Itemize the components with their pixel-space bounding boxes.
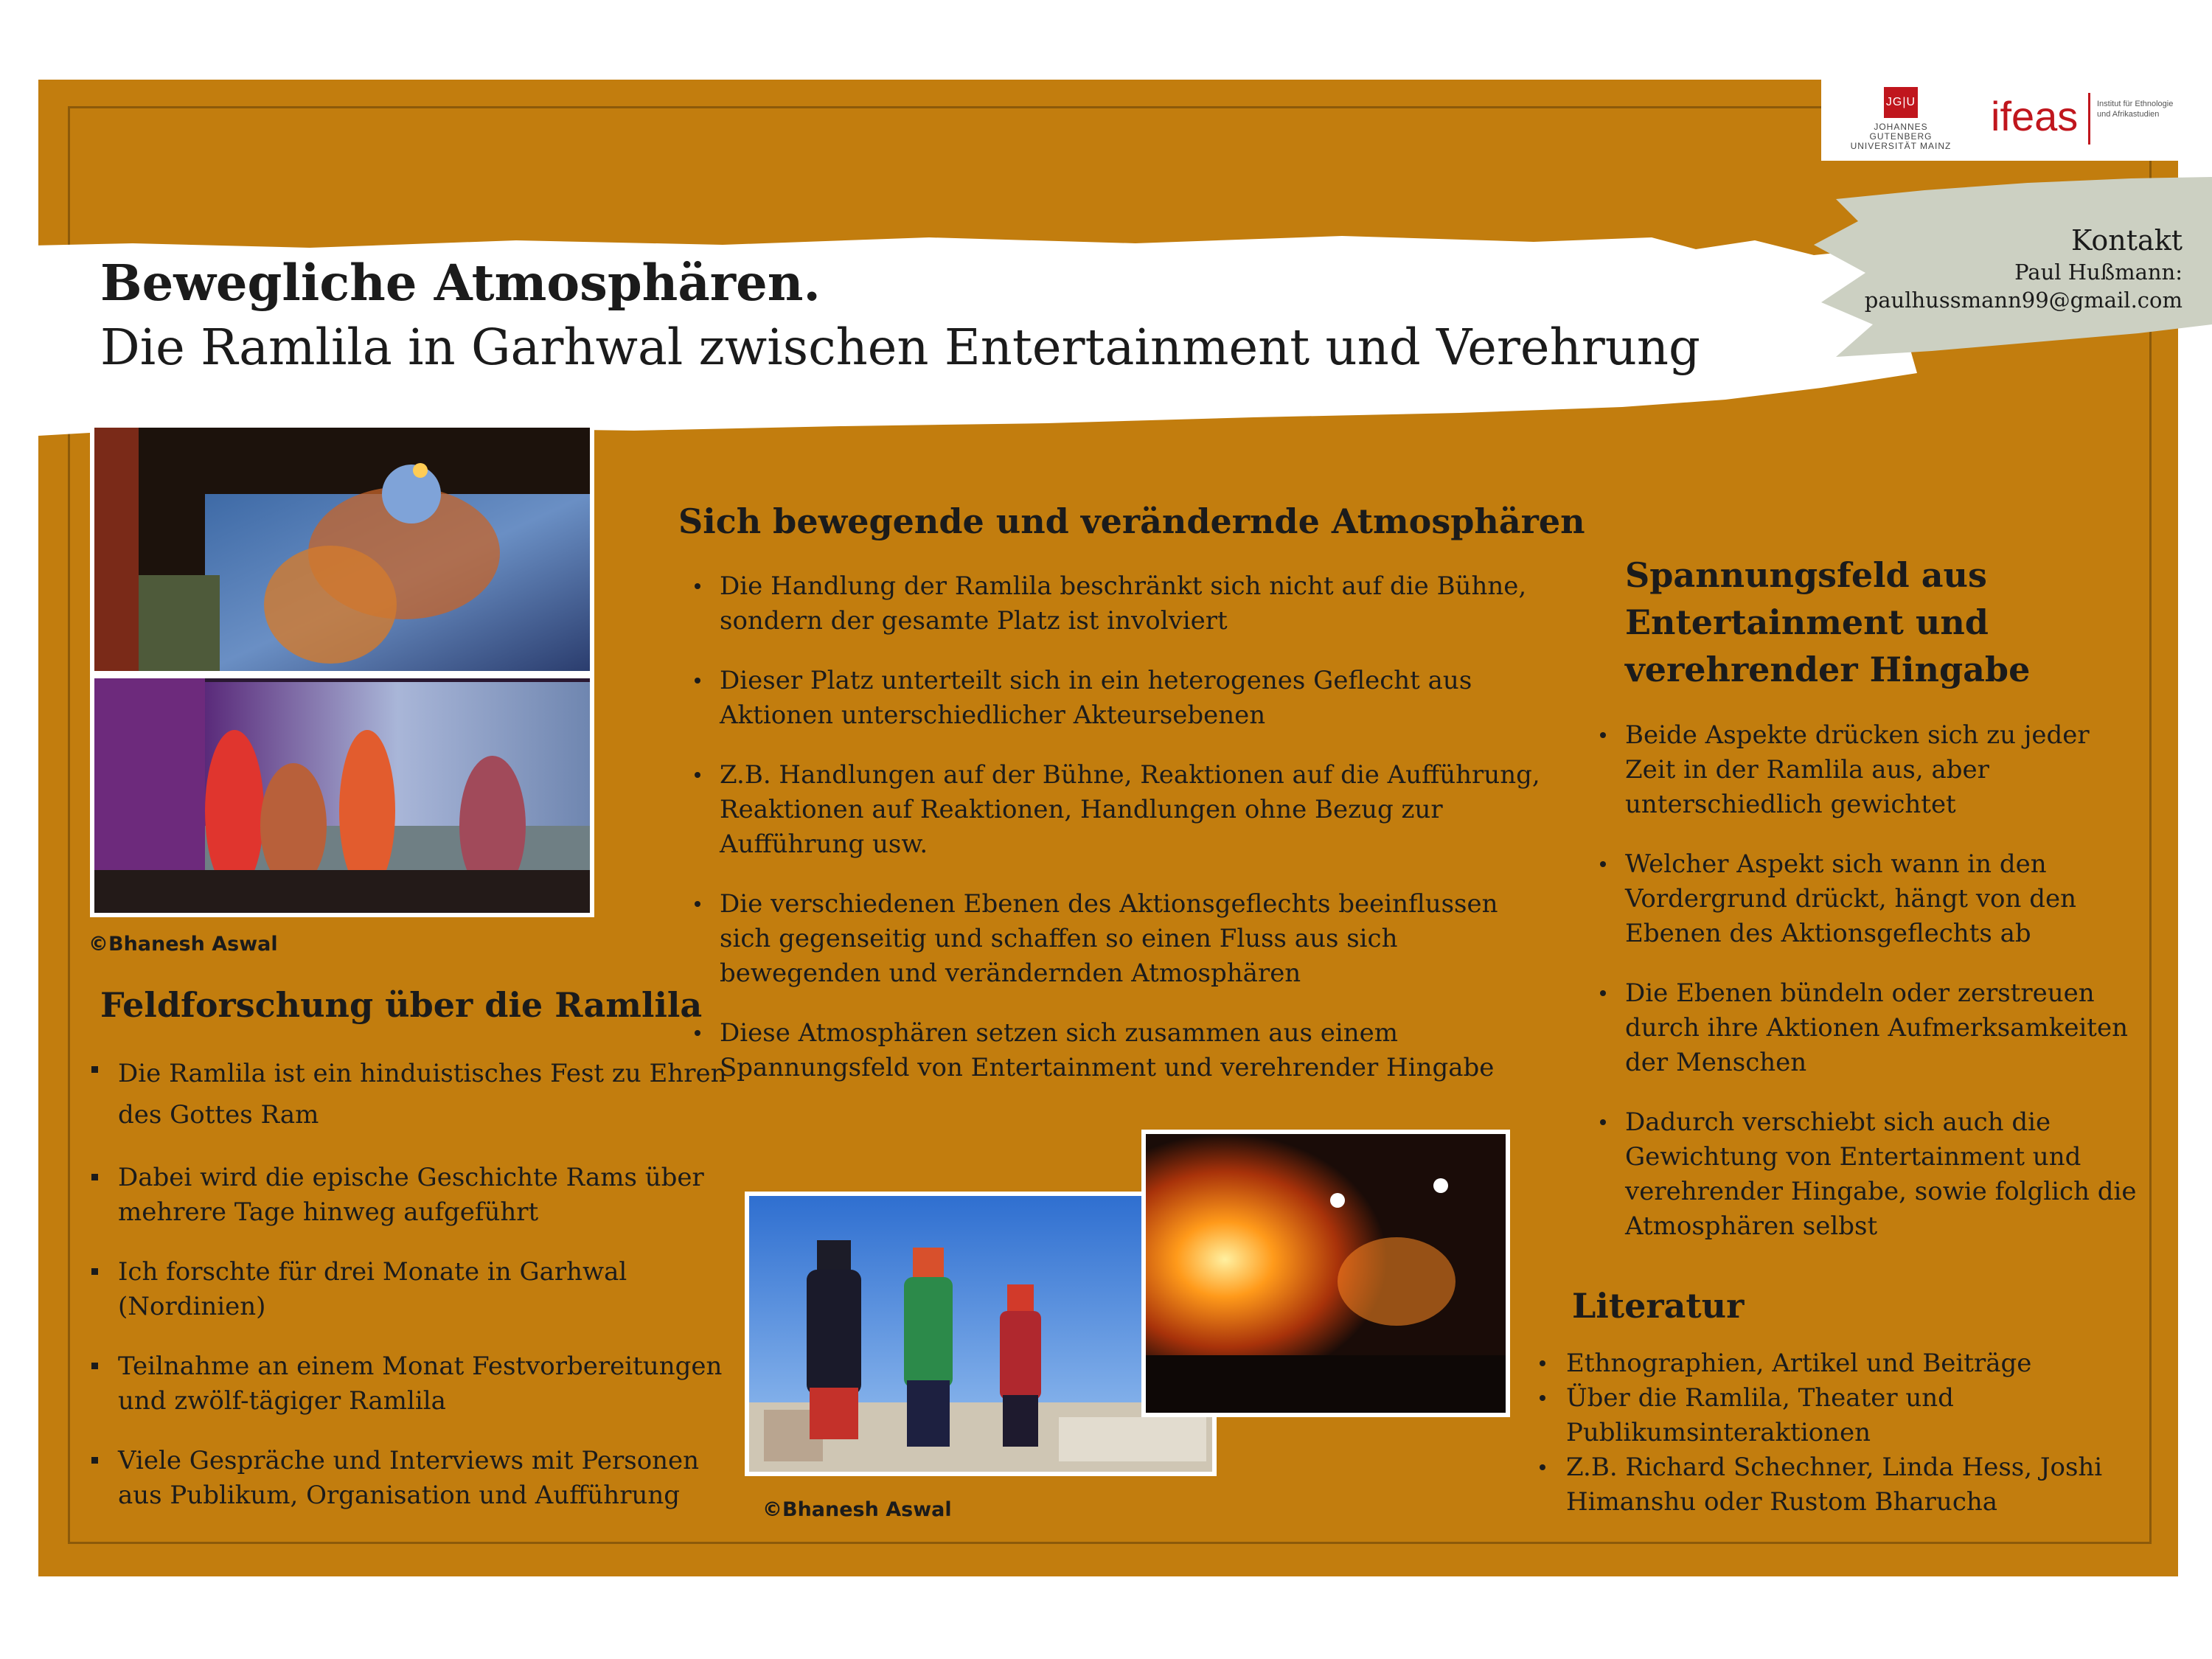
atmosphaeren-heading: Sich bewegende und verändernde Atmosphären	[678, 501, 1585, 541]
feldforschung-heading: Feldforschung über die Ramlila	[100, 985, 703, 1025]
list-item: Diese Atmosphären setzen sich zusammen aus einem Spannungsfeld von Entertainment und verehrender Hingabe	[687, 1016, 1550, 1085]
contact-name: Paul Hußmann:	[2014, 260, 2183, 285]
spannungsfeld-list	[1593, 718, 2138, 1269]
poster-subtitle: Die Ramlila in Garhwal zwischen Entertainment und Verehrung	[100, 319, 1700, 376]
list-item: Dabei wird die epische Geschichte Rams über mehrere Tage hinweg aufgeführt	[90, 1161, 731, 1230]
poster-title: Bewegliche Atmosphären.	[100, 254, 821, 312]
jgu-logo	[1849, 87, 1952, 153]
contact-email[interactable]: paulhussmann99@gmail.com	[1864, 288, 2183, 313]
list-item: Die verschiedenen Ebenen des Aktionsgeflechts beeinflussen sich gegenseitig und schaffen so einen Fluss aus sich bewegenden und verändernden Atmosphären	[687, 887, 1550, 991]
list-item: Die Ramlila ist ein hinduistisches Fest zu Ehren des Gottes Ram	[90, 1053, 731, 1135]
ifeas-logo: ifeas	[1991, 93, 2079, 139]
photo-credit-top: ©Bhanesh Aswal	[88, 933, 278, 956]
feldforschung-list	[90, 1053, 731, 1538]
logo-box	[1821, 80, 2183, 161]
list-item: Über die Ramlila, Theater und Publikumsinteraktionen	[1534, 1381, 2146, 1450]
list-item: Welcher Aspekt sich wann in den Vordergrund drückt, hängt von den Ebenen des Aktionsgeflechts ab	[1593, 847, 2138, 951]
list-item: Z.B. Richard Schechner, Linda Hess, Joshi Himanshu oder Rustom Bharucha	[1534, 1450, 2146, 1520]
jgu-mark: JG|U	[1884, 87, 1918, 118]
list-item: Ethnographien, Artikel und Beiträge	[1534, 1346, 2146, 1381]
list-item: Viele Gespräche und Interviews mit Personen aus Publikum, Organisation und Aufführung	[90, 1444, 731, 1513]
list-item: Teilnahme an einem Monat Festvorbereitungen und zwölf-tägiger Ramlila	[90, 1349, 731, 1419]
fire-image	[1146, 1134, 1506, 1413]
jgu-name: JOHANNES GUTENBERG UNIVERSITÄT MAINZ	[1850, 122, 1952, 151]
list-item: Die Handlung der Ramlila beschränkt sich nicht auf die Bühne, sondern der gesamte Platz ist involviert	[687, 569, 1550, 639]
contact-block	[1865, 223, 2183, 314]
spannungsfeld-heading: Spannungsfeld aus Entertainment und verehrender Hingabe	[1625, 555, 2031, 689]
burning-effigy-photo	[1141, 1130, 1510, 1417]
list-item: Dieser Platz unterteilt sich in ein heterogenes Geflecht aus Aktionen unterschiedlicher Akteursebenen	[687, 664, 1550, 733]
ifeas-institute-name: Institut für Ethnologie und Afrikastudien	[2097, 100, 2174, 119]
atmosphaeren-list	[687, 569, 1550, 1110]
logo-divider	[2088, 93, 2090, 145]
list-item: Beide Aspekte drücken sich zu jeder Zeit in der Ramlila aus, aber unterschiedlich gewichtet	[1593, 718, 2138, 822]
list-item: Die Ebenen bündeln oder zerstreuen durch ihre Aktionen Aufmerksamkeiten der Menschen	[1593, 976, 2138, 1080]
ramlila-stage-photo-collage	[90, 423, 594, 917]
contact-heading: Kontakt	[2071, 224, 2183, 257]
list-item: Dadurch verschiebt sich auch die Gewichtung von Entertainment und verehrender Hingabe, sowie folglich die Atmosphären selbst	[1593, 1105, 2138, 1244]
literatur-list	[1534, 1346, 2146, 1520]
list-item: Z.B. Handlungen auf der Bühne, Reaktionen auf die Aufführung, Reaktionen auf Reaktionen, Handlungen ohne Bezug zur Aufführung usw.	[687, 758, 1550, 862]
literatur-heading: Literatur	[1572, 1286, 1745, 1326]
list-item: Ich forschte für drei Monate in Garhwal (Nordinien)	[90, 1255, 731, 1324]
stage-scenes-image	[94, 428, 590, 913]
photo-credit-bottom: ©Bhanesh Aswal	[762, 1498, 952, 1521]
